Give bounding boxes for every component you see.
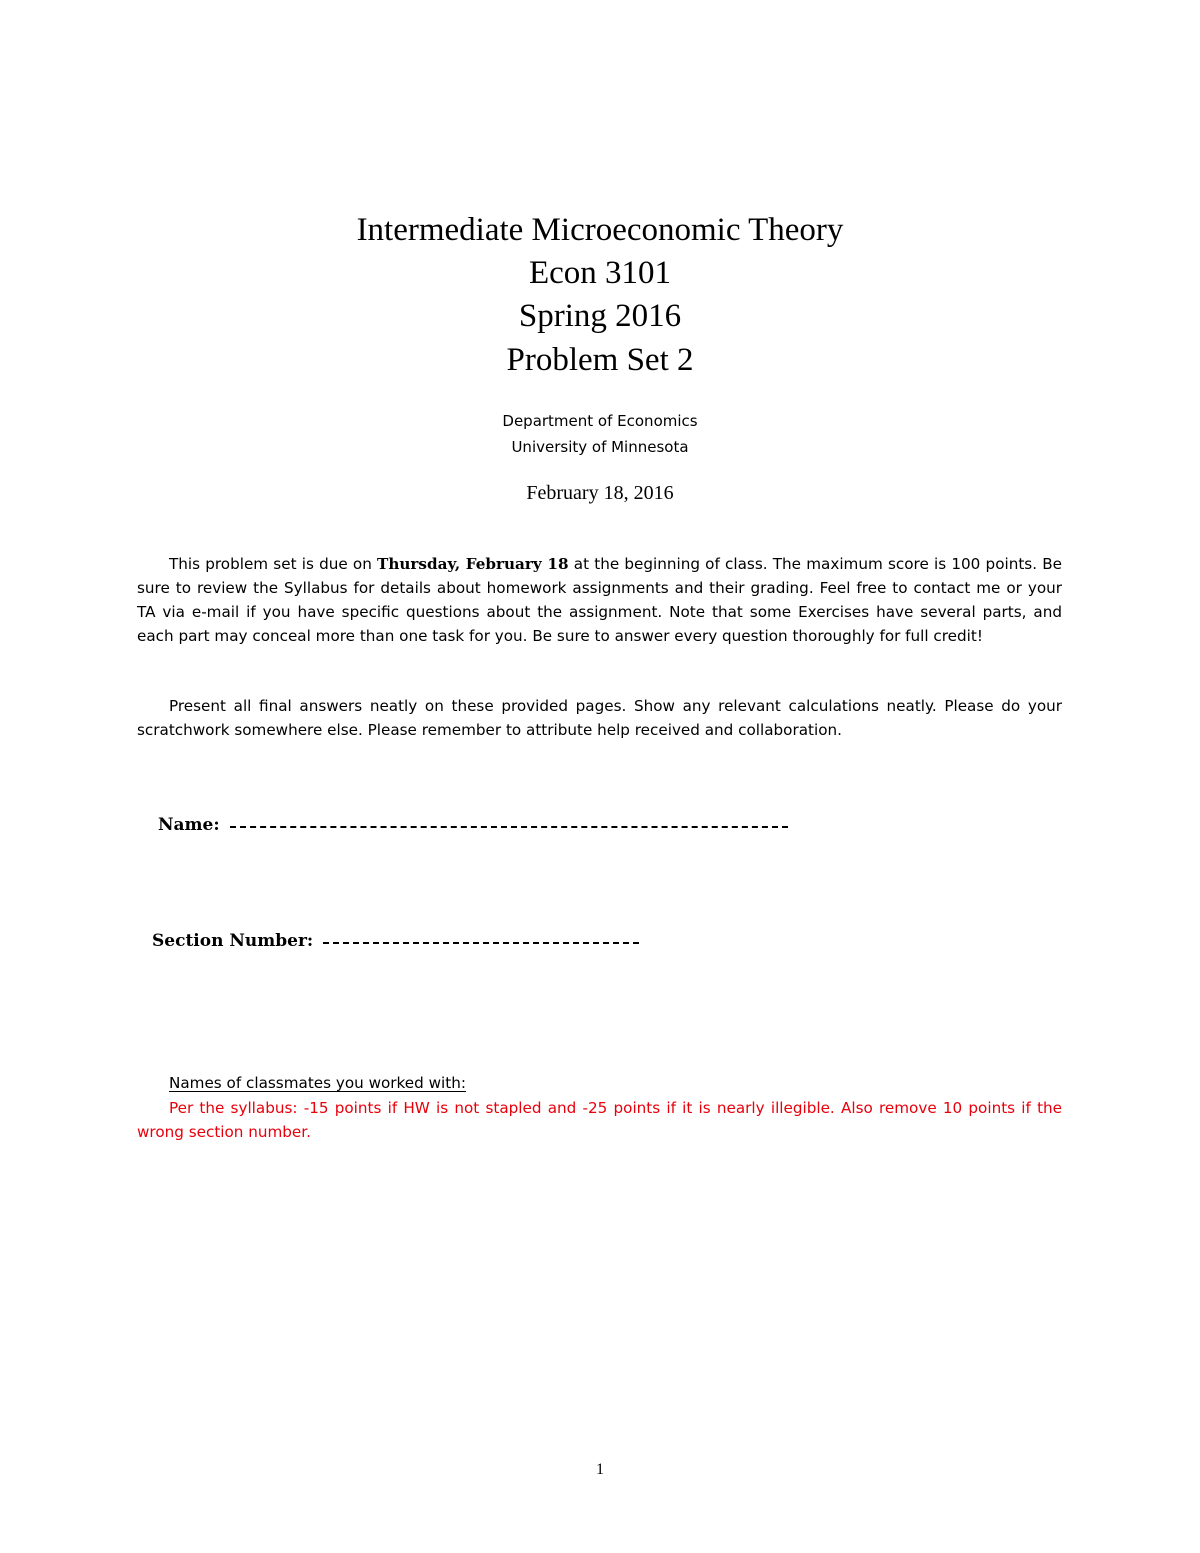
due-day: Thursday, February 18 (377, 555, 569, 573)
section-number-label: Section Number: (152, 931, 314, 951)
university: University of Minnesota (511, 438, 689, 456)
assignment-title: Problem Set 2 (506, 342, 694, 378)
name-field[interactable] (158, 814, 788, 836)
course-number: Econ 3101 (528, 255, 672, 291)
section-number-blank-line[interactable] (323, 941, 639, 944)
instructions-paragraph-2: Present all final answers neatly on these provided pages. Show any relevant calculations neatly. Please do your scratchwork somewhere else. Please remember to attribute help received and collaboration. (137, 697, 1062, 739)
classmates-label: Names of classmates you worked with: (169, 1074, 466, 1092)
instructions-p1-before: This problem set is due on (169, 555, 378, 573)
name-blank-line[interactable] (230, 825, 788, 828)
term: Spring 2016 (518, 298, 682, 334)
section-number-field[interactable] (152, 930, 639, 952)
grading-annotation: Per the syllabus: -15 points if HW is not stapled and -25 points if it is nearly illegible. Also remove 10 points if the wrong section number. (137, 1099, 1062, 1141)
document-date: February 18, 2016 (526, 482, 674, 504)
page-number: 1 (596, 1461, 604, 1478)
department: Department of Economics (502, 412, 698, 430)
instructions-p1-after: at the beginning of class. The maximum score is 100 points. Be sure to review the Syllabus for details about homework assignments and their grading. Feel free to contact me or your TA via e-mail if you have specific questions about the assignment. Note that some Exercises have several parts, and each part may conceal more than one task for you. Be sure to answer every question thoroughly for full credit! (137, 555, 1062, 645)
name-label: Name: (158, 815, 220, 835)
course-title: Intermediate Microeconomic Theory (356, 212, 844, 248)
instructions-paragraph-1 (137, 552, 1062, 648)
